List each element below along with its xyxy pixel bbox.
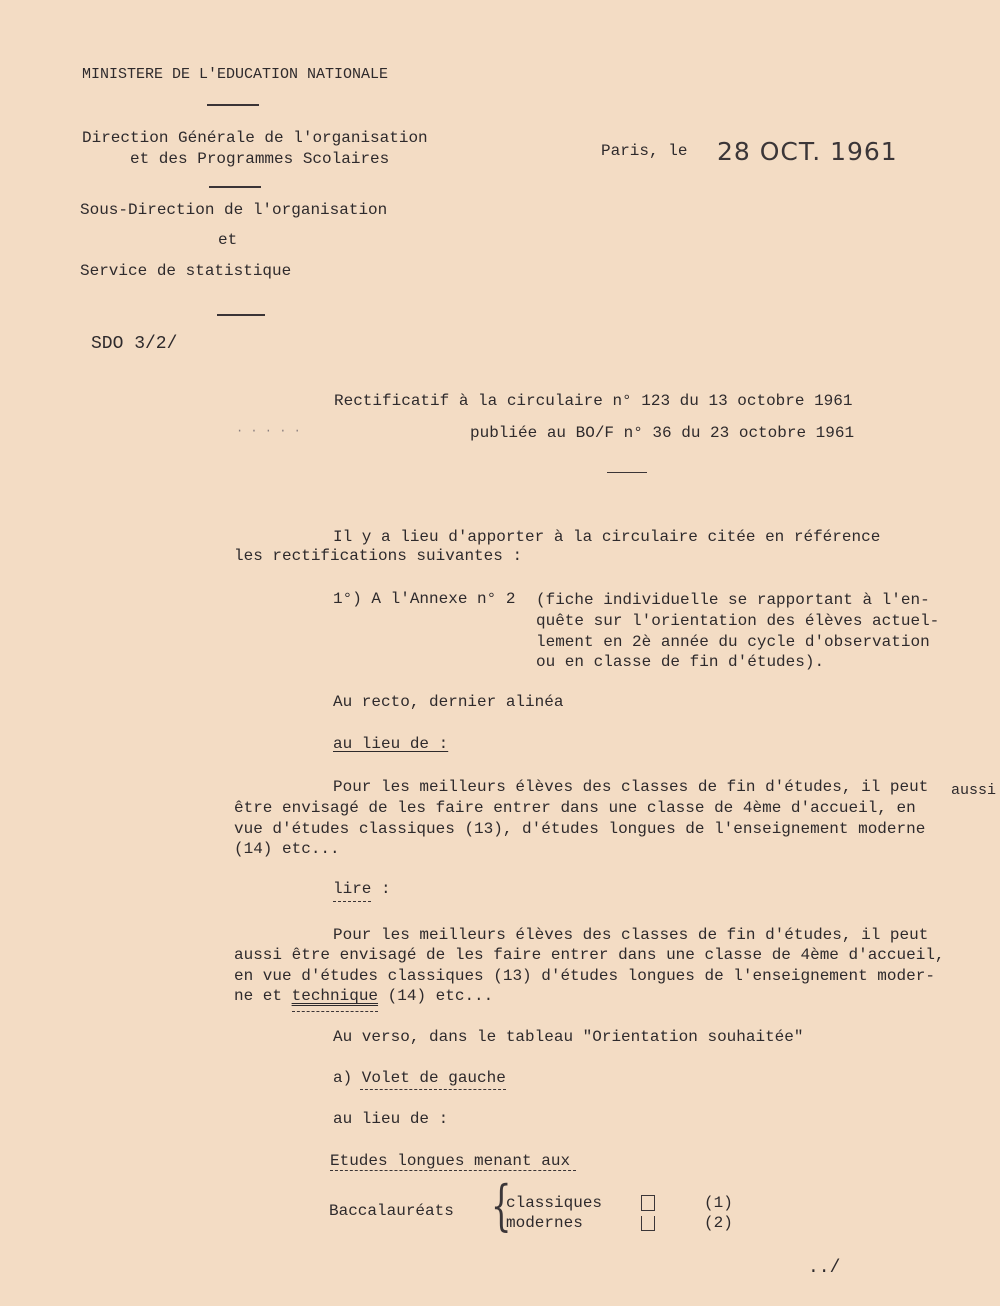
- continuation-mark: ../: [808, 1258, 841, 1278]
- recto-heading: Au recto, dernier alinéa: [333, 693, 564, 711]
- para1-margin-word: aussi: [951, 782, 997, 799]
- item1-line4: ou en classe de fin d'études).: [536, 653, 825, 671]
- date-stamp: 28 OCT. 1961: [717, 137, 898, 166]
- subject-line1: Rectificatif à la circulaire n° 123 du 13 octobre 1961: [334, 392, 853, 410]
- direction-name-line2: et des Programmes Scolaires: [130, 150, 390, 168]
- checkbox-modernes: [641, 1216, 655, 1231]
- ministry-name: MINISTERE DE L'EDUCATION NATIONALE: [82, 66, 389, 83]
- header-and: et: [218, 231, 238, 249]
- divider: [607, 472, 647, 473]
- item1-label: 1°) A l'Annexe n° 2: [333, 590, 516, 608]
- place-label: Paris, le: [601, 142, 688, 160]
- code-2: (2): [704, 1214, 733, 1232]
- reference-code: SDO 3/2/: [91, 334, 178, 354]
- brace: {: [490, 1174, 512, 1237]
- para2-line4: [234, 986, 493, 1006]
- direction-name-line1: Direction Générale de l'organisation: [82, 129, 428, 147]
- para2-line4-end: (14) etc...: [378, 987, 494, 1005]
- read-label: lire :: [333, 880, 391, 898]
- studies-heading: Etudes longues menant aux: [330, 1152, 571, 1170]
- item1-line1: (fiche individuelle se rapportant à l'en-: [536, 591, 930, 609]
- left-panel-heading: a) Volet de gauche: [333, 1069, 506, 1087]
- sub-direction-name: Sous-Direction de l'organisation: [80, 201, 388, 219]
- option-modernes: modernes: [506, 1214, 583, 1232]
- item1-line3: lement en 2è année du cycle d'observation: [536, 633, 930, 651]
- instead-of-label-2: au lieu de :: [333, 1110, 449, 1128]
- subject-line2: publiée au BO/F n° 36 du 23 octobre 1961: [470, 424, 855, 442]
- para2-line2: aussi être envisagé de les faire entrer dans une classe de 4ème d'accueil,: [234, 946, 945, 964]
- para1-line1: Pour les meilleurs élèves des classes de fin d'études, il peut: [333, 778, 929, 796]
- code-1: (1): [704, 1194, 733, 1212]
- inserted-word-underline: [292, 1011, 378, 1012]
- para1-line3: vue d'études classiques (13), d'études longues de l'enseignement moderne: [234, 820, 926, 838]
- service-name: Service de statistique: [80, 262, 292, 280]
- option-classiques: classiques: [506, 1194, 603, 1212]
- handwritten-annotation: · · · · ·: [236, 424, 301, 438]
- divider: [209, 186, 261, 188]
- verso-heading: Au verso, dans le tableau "Orientation souhaitée": [333, 1028, 804, 1046]
- studies-heading-underline: [330, 1170, 576, 1171]
- para1-line4: (14) etc...: [234, 840, 340, 858]
- para2-line4-start: ne et: [234, 987, 292, 1005]
- read-underline: [333, 901, 371, 902]
- intro-line2: les rectifications suivantes :: [234, 547, 523, 565]
- instead-of-label: au lieu de :: [333, 735, 449, 753]
- item1-line2: quête sur l'orientation des élèves actuel-: [536, 612, 940, 630]
- left-panel-underline: [360, 1089, 506, 1090]
- bacc-label: Baccalauréats: [329, 1202, 454, 1220]
- checkbox-classiques: [641, 1195, 655, 1211]
- para2-line1: Pour les meilleurs élèves des classes de fin d'études, il peut: [333, 926, 929, 944]
- para2-line3: en vue d'études classiques (13) d'études longues de l'enseignement moder-: [234, 967, 935, 985]
- divider: [207, 104, 259, 106]
- inserted-word: technique: [291, 987, 379, 1005]
- divider: [217, 314, 265, 316]
- para1-line2: être envisagé de les faire entrer dans une classe de 4ème d'accueil, en: [234, 799, 916, 817]
- intro-line1: Il y a lieu d'apporter à la circulaire citée en référence: [333, 528, 881, 546]
